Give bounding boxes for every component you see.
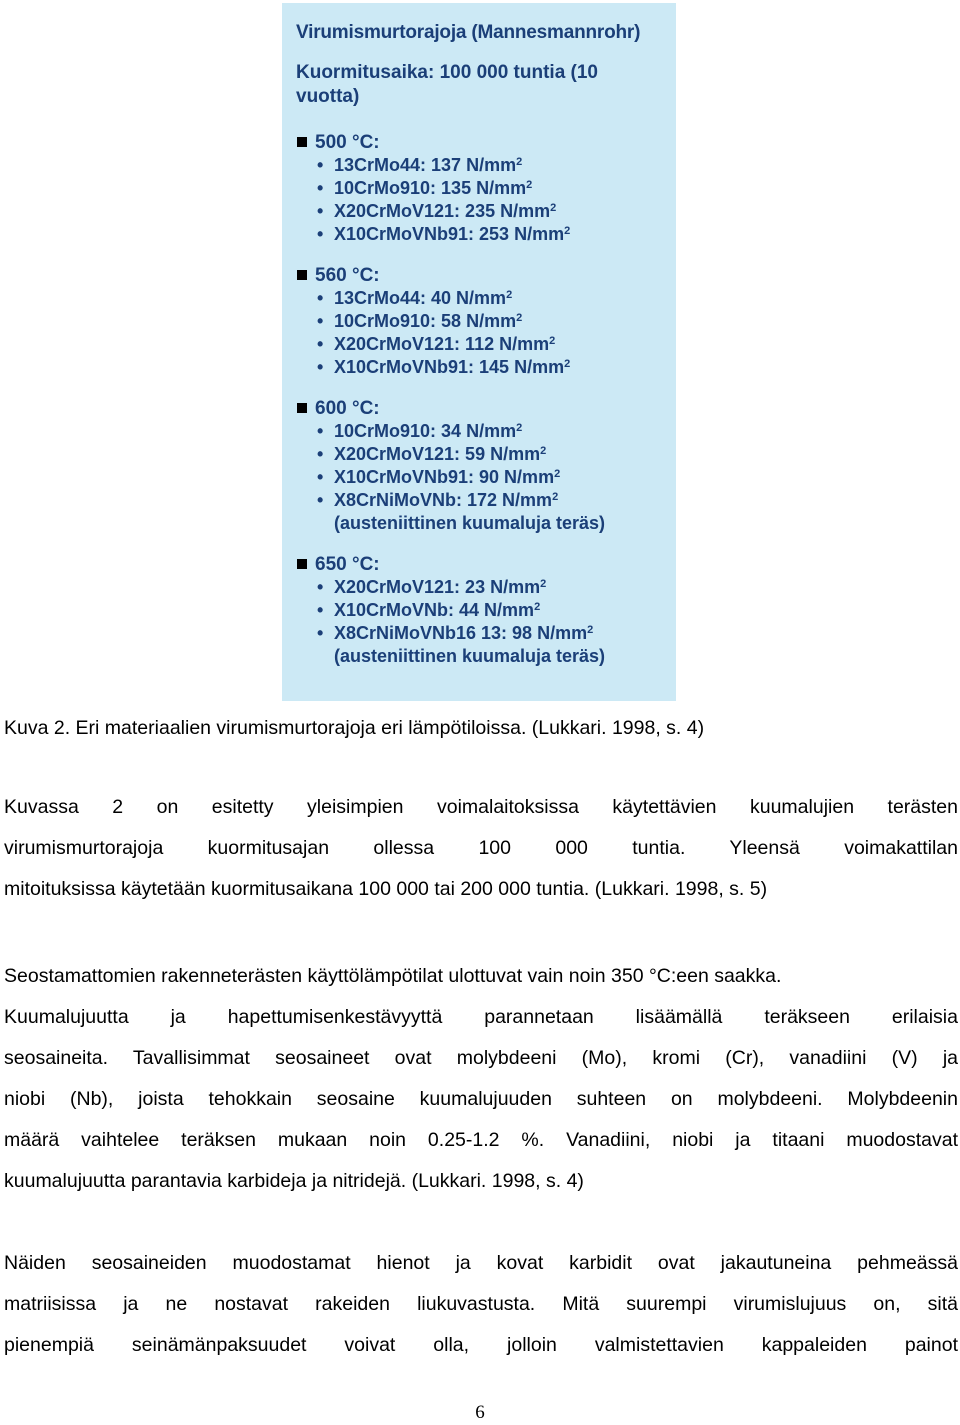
item-text: X20CrMoV121: 23 N/mm: [334, 577, 541, 597]
item-sup: 2: [549, 335, 556, 347]
item-sup: 2: [516, 156, 523, 168]
list-item: [296, 200, 666, 223]
bullet-icon: •: [317, 444, 324, 464]
list-item: [296, 420, 666, 443]
text-line: seosaineita. Tavallisimmat seosaineet ovat molybdeeni (Mo), kromi (Cr), vanadiini (V) ja: [4, 1047, 958, 1069]
list-item: [296, 333, 666, 356]
item-text: X10CrMoVNb91: 253 N/mm: [334, 224, 565, 244]
bullet-icon: •: [317, 490, 324, 510]
item-sup: 2: [552, 491, 559, 503]
list-item: [296, 489, 666, 512]
list-item: [296, 310, 666, 333]
square-bullet-icon: [297, 137, 307, 147]
item-sup: 2: [540, 445, 547, 457]
text-line: kuumalujuutta parantavia karbideja ja nitridejä. (Lukkari. 1998, s. 4): [4, 1170, 584, 1192]
item-text: X20CrMoV121: 235 N/mm: [334, 201, 551, 221]
bullet-icon: •: [317, 178, 324, 198]
item-text: X10CrMoVNb91: 90 N/mm: [334, 467, 555, 487]
text-line: virumismurtorajoja kuormitusajan ollessa 100 000 tuntia. Yleensä voimakattilan: [4, 837, 958, 859]
paragraph: [4, 1243, 958, 1366]
list-item: [296, 443, 666, 466]
temperature-label: 650 °C:: [315, 554, 380, 575]
text-line: mitoituksissa käytetään kuormitusaikana 100 000 tai 200 000 tuntia. (Lukkari. 1998, s. 5): [4, 878, 768, 900]
item-text: 13CrMo44: 137 N/mm: [334, 155, 517, 175]
item-text: 10CrMo910: 58 N/mm: [334, 311, 517, 331]
temperature-heading: [296, 131, 666, 154]
item-sup: 2: [554, 468, 561, 480]
text-line: määrä vaihtelee teräksen mukaan noin 0.25-1.2 %. Vanadiini, niobi ja titaani muodostavat: [4, 1129, 958, 1151]
figure-subtitle: [296, 61, 666, 109]
square-bullet-icon: [297, 559, 307, 569]
bullet-icon: •: [317, 288, 324, 308]
item-sup: 2: [564, 358, 571, 370]
text-line: niobi (Nb), joista tehokkain seosaine kuumalujuuden suhteen on molybdeeni. Molybdeenin: [4, 1088, 958, 1110]
list-item: [296, 599, 666, 622]
temperature-heading: [296, 553, 666, 576]
paragraph: [4, 787, 958, 910]
item-text: X20CrMoV121: 59 N/mm: [334, 444, 541, 464]
temperature-group: [296, 553, 666, 668]
item-sup: 2: [550, 202, 557, 214]
item-sup: 2: [587, 624, 594, 636]
bullet-icon: •: [317, 201, 324, 221]
item-sup: 2: [534, 601, 541, 613]
bullet-icon: •: [317, 224, 324, 244]
item-sup: 2: [506, 289, 513, 301]
figure-caption: Kuva 2. Eri materiaalien virumismurtorajoja eri lämpötiloissa. (Lukkari. 1998, s. 4): [4, 717, 705, 739]
figure-creep-limits: [282, 3, 676, 701]
item-text: 13CrMo44: 40 N/mm: [334, 288, 507, 308]
paragraph: [4, 956, 958, 1202]
list-item: [296, 622, 666, 645]
item-sup: 2: [516, 312, 523, 324]
bullet-icon: •: [317, 155, 324, 175]
figure-subtitle-line: vuotta): [296, 86, 360, 107]
temperature-label: 500 °C:: [315, 132, 380, 153]
temperature-label: 560 °C:: [315, 265, 380, 286]
item-sup: 2: [516, 422, 523, 434]
list-item: [296, 576, 666, 599]
temperature-label: 600 °C:: [315, 398, 380, 419]
list-item: [296, 466, 666, 489]
bullet-icon: •: [317, 467, 324, 487]
text-line: Näiden seosaineiden muodostamat hienot ja kovat karbidit ovat jakautuneina pehmeässä: [4, 1252, 958, 1274]
item-text: X10CrMoVNb: 44 N/mm: [334, 600, 535, 620]
item-text: X20CrMoV121: 112 N/mm: [334, 334, 550, 354]
text-line: Kuumalujuutta ja hapettumisenkestävyyttä parannetaan lisäämällä teräkseen erilaisia: [4, 1006, 958, 1028]
text-line: matriisissa ja ne nostavat rakeiden liukuvastusta. Mitä suurempi virumislujuus on, sitä: [4, 1293, 958, 1315]
page-number: 6: [475, 1402, 485, 1423]
text-line: Seostamattomien rakenneterästen käyttölämpötilat ulottuvat vain noin 350 °C:een saakka.: [4, 965, 782, 987]
figure-title: Virumismurtorajoja (Mannesmannrohr): [296, 22, 641, 43]
item-note: (austeniittinen kuumaluja teräs): [334, 513, 606, 533]
temperature-group: [296, 264, 666, 379]
item-sup: 2: [564, 225, 571, 237]
bullet-icon: •: [317, 600, 324, 620]
temperature-group: [296, 397, 666, 535]
list-item: [296, 223, 666, 246]
bullet-icon: •: [317, 311, 324, 331]
bullet-icon: •: [317, 623, 324, 643]
temperature-group: [296, 131, 666, 246]
item-sup: 2: [540, 578, 547, 590]
item-text: 10CrMo910: 34 N/mm: [334, 421, 517, 441]
bullet-icon: •: [317, 334, 324, 354]
text-line: Kuvassa 2 on esitetty yleisimpien voimalaitoksissa käytettävien kuumalujien terästen: [4, 796, 958, 818]
square-bullet-icon: [297, 270, 307, 280]
bullet-icon: •: [317, 577, 324, 597]
item-text: X8CrNiMoVNb: 172 N/mm: [334, 490, 553, 510]
square-bullet-icon: [297, 403, 307, 413]
temperature-heading: [296, 264, 666, 287]
list-item: [296, 356, 666, 379]
list-item: [296, 287, 666, 310]
item-text: X10CrMoVNb91: 145 N/mm: [334, 357, 565, 377]
item-text: 10CrMo910: 135 N/mm: [334, 178, 527, 198]
item-note: (austeniittinen kuumaluja teräs): [334, 646, 606, 666]
bullet-icon: •: [317, 357, 324, 377]
figure-subtitle-line: Kuormitusaika: 100 000 tuntia (10: [296, 62, 598, 83]
list-item: [296, 177, 666, 200]
item-sup: 2: [526, 179, 533, 191]
bullet-icon: •: [317, 421, 324, 441]
text-line: pienempiä seinämänpaksuudet voivat olla, jolloin valmistettavien kappaleiden painot: [4, 1334, 958, 1356]
list-item: [296, 154, 666, 177]
item-text: X8CrNiMoVNb16 13: 98 N/mm: [334, 623, 588, 643]
temperature-heading: [296, 397, 666, 420]
